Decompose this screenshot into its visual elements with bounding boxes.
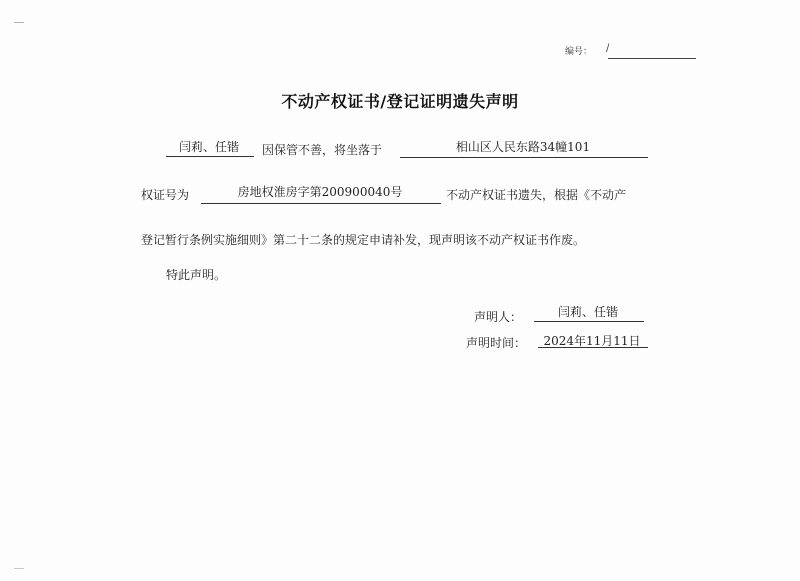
- cert-no-label: 权证号为: [141, 188, 190, 202]
- serial-label: 编号：: [565, 47, 593, 57]
- serial-value: /: [606, 43, 610, 54]
- property-address-underline: [400, 157, 648, 158]
- scan-edge-mark: [14, 568, 24, 569]
- lost-statement-text: 不动产权证书遗失，根据《不动产: [446, 188, 627, 202]
- certificate-number-underline: [201, 203, 441, 204]
- document-title: 不动产权证书/登记证明遗失声明: [281, 92, 519, 111]
- property-address-field: 相山区人民东路34幢101: [455, 140, 591, 154]
- declarant-signature-field: 闫莉、任锴: [557, 305, 618, 319]
- declarant-signature-underline: [534, 321, 644, 322]
- declarant-names-underline: [166, 156, 254, 157]
- declaration-date-field: 2024年11月11日: [543, 334, 641, 348]
- declaration-date-underline: [538, 347, 648, 348]
- regulation-text: 登记暂行条例实施细则》第二十二条的规定申请补发，现声明该不动产权证书作废。: [141, 233, 586, 247]
- serial-underline: [608, 58, 696, 59]
- scan-edge-mark: [14, 22, 24, 23]
- declarant-names-field: 闫莉、任锴: [178, 140, 239, 154]
- declarant-label: 声明人：: [474, 310, 523, 324]
- date-label: 声明时间：: [466, 336, 527, 350]
- certificate-number-field: 房地权淮房字第200900040号: [237, 185, 403, 199]
- loss-reason-text: 因保管不善，将坐落于: [262, 143, 383, 157]
- closing-text: 特此声明。: [166, 268, 227, 282]
